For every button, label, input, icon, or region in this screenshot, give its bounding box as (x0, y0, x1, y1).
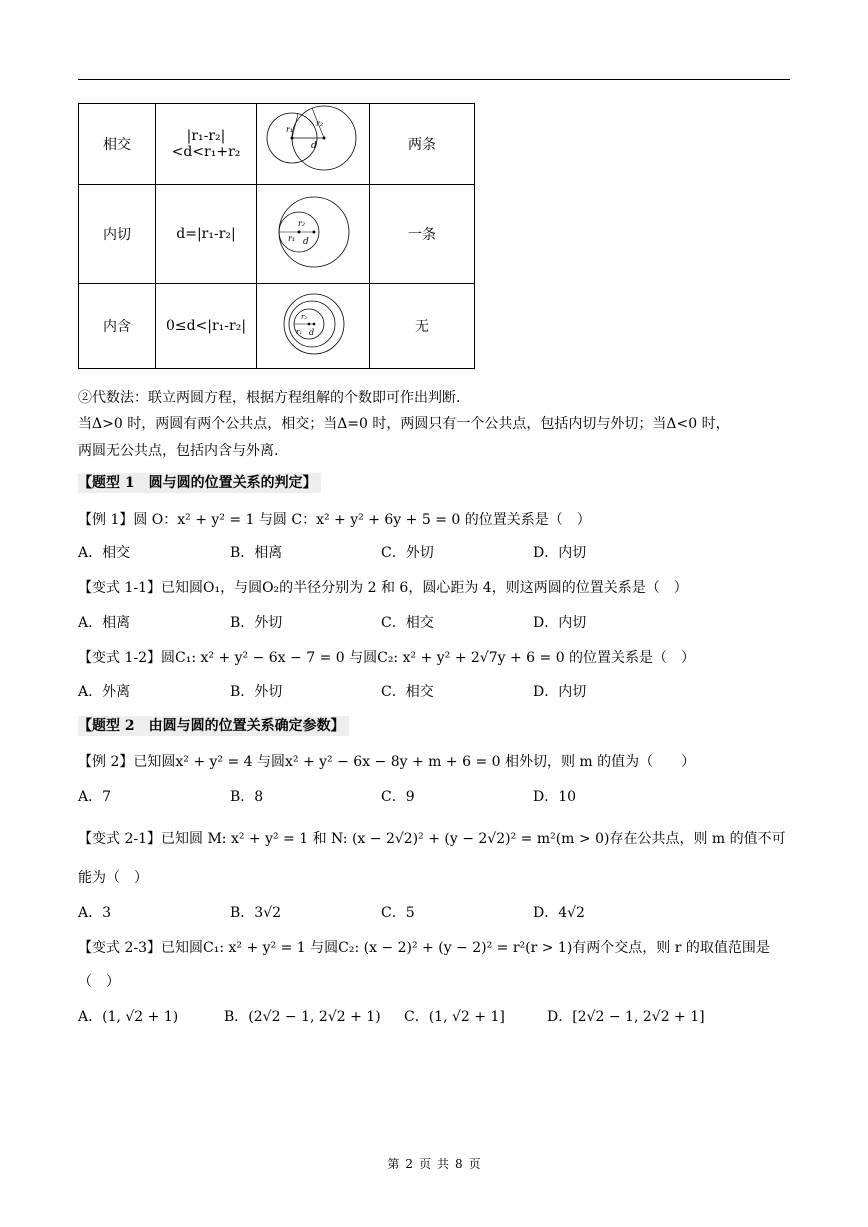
tangent-count: 两条 (370, 104, 475, 185)
footer-prefix: 第 (387, 1157, 400, 1171)
option-b[interactable]: B．(2√2 − 1, 2√2 + 1) (224, 1009, 381, 1025)
relation-name: 相交 (79, 104, 156, 185)
option-d[interactable]: D．内切 (533, 615, 587, 631)
page-number: 2 (405, 1157, 413, 1171)
relation-name: 内切 (79, 185, 156, 284)
variant23-stem-cont: （ ） (78, 974, 120, 990)
option-d[interactable]: D．10 (533, 789, 577, 805)
option-c[interactable]: C．5 (381, 905, 415, 921)
option-b[interactable]: B．3√2 (230, 905, 282, 921)
method2-line2: 当Δ>0 时，两圆有两个公共点，相交；当Δ=0 时，两圆只有一个公共点，包括内切与外切；当Δ<0 时， (78, 416, 730, 432)
option-a[interactable]: A．相交 (78, 545, 131, 561)
option-b[interactable]: B．相离 (230, 545, 283, 561)
tangent-count: 一条 (370, 185, 475, 284)
relation-condition: |r₁-r₂|<d<r₁+r₂ (156, 104, 257, 185)
option-b[interactable]: B．8 (230, 789, 264, 805)
table-row (79, 185, 475, 284)
option-a[interactable]: A．外离 (78, 684, 131, 700)
option-c[interactable]: C．相交 (381, 684, 434, 700)
intersecting-circles-diagram (258, 104, 368, 180)
example2-stem: 【例 2】已知圆x² + y² = 4 与圆x² + y² − 6x − 8y + m + 6 = 0 相外切，则 m 的值为（ ） (78, 754, 696, 770)
label-r1: r₁ (296, 328, 303, 336)
tangent-count: 无 (370, 284, 475, 369)
page-footer (0, 1155, 868, 1172)
variant21-stem-cont: 能为（ ） (78, 870, 148, 886)
relation-diagram (257, 104, 370, 185)
label-d: d (303, 237, 309, 247)
total-pages: 8 (455, 1157, 463, 1171)
variant23-stem: 【变式 2-3】已知圆C₁: x² + y² = 1 与圆C₂: (x − 2)² + (y − 2)² = r²(r > 1)有两个交点，则 r 的取值范围是 (78, 940, 770, 956)
footer-suffix: 页 (468, 1157, 481, 1171)
option-a[interactable]: A．(1, √2 + 1) (78, 1009, 179, 1025)
header-rule (78, 79, 790, 80)
option-b[interactable]: B．外切 (230, 684, 283, 700)
option-c[interactable]: C．9 (381, 789, 415, 805)
relation-diagram (257, 284, 370, 369)
type1-heading: 【题型 1 圆与圆的位置关系的判定】 (78, 473, 321, 493)
option-c[interactable]: C．相交 (381, 615, 434, 631)
contained-circles-diagram (258, 284, 368, 364)
option-b[interactable]: B．外切 (230, 615, 283, 631)
table-row (79, 284, 475, 369)
label-d: d (309, 328, 315, 337)
footer-mid2: 共 (437, 1157, 450, 1171)
option-a[interactable]: A．7 (78, 789, 112, 805)
option-a[interactable]: A．3 (78, 905, 112, 921)
option-a[interactable]: A．相离 (78, 615, 131, 631)
internally-tangent-circles-diagram (258, 185, 368, 279)
option-c[interactable]: C．外切 (381, 545, 434, 561)
option-d[interactable]: D．内切 (533, 545, 587, 561)
option-d[interactable]: D．4√2 (533, 905, 585, 921)
label-r1: r₁ (288, 234, 296, 243)
footer-mid1: 页 (418, 1157, 431, 1171)
option-d[interactable]: D．内切 (533, 684, 587, 700)
variant11-stem: 【变式 1-1】已知圆O₁，与圆O₂的半径分别为 2 和 6，圆心距为 4，则这两圆的位置关系是（ ） (78, 580, 688, 596)
relation-diagram (257, 185, 370, 284)
option-c[interactable]: C．(1, √2 + 1] (404, 1009, 505, 1025)
label-d: d (311, 141, 317, 151)
example1-stem: 【例 1】圆 O：x² + y² = 1 与圆 C：x² + y² + 6y + 5 = 0 的位置关系是（ ） (78, 512, 591, 528)
table-row (79, 104, 475, 185)
variant12-stem: 【变式 1-2】圆C₁: x² + y² − 6x − 7 = 0 与圆C₂: x² + y² + 2√7y + 6 = 0 的位置关系是（ ） (78, 650, 696, 666)
label-r2: r₂ (316, 119, 324, 128)
method2-line3: 两圆无公共点，包括内含与外离. (78, 443, 279, 459)
label-r1: r₁ (286, 125, 294, 134)
label-r2: r₂ (301, 313, 308, 321)
circle-relation-table (78, 103, 475, 369)
relation-name: 内含 (79, 284, 156, 369)
type2-heading: 【题型 2 由圆与圆的位置关系确定参数】 (78, 716, 349, 736)
label-r2: r₂ (298, 219, 306, 228)
method2-line1: ②代数法：联立两圆方程，根据方程组解的个数即可作出判断. (78, 390, 461, 406)
relation-condition: 0≤d<|r₁-r₂| (156, 284, 257, 369)
variant21-stem: 【变式 2-1】已知圆 M: x² + y² = 1 和 N: (x − 2√2)² + (y − 2√2)² = m²(m > 0)存在公共点，则 m 的值不可 (78, 831, 786, 847)
option-d[interactable]: D．[2√2 − 1, 2√2 + 1] (547, 1009, 705, 1025)
relation-condition: d=|r₁-r₂| (156, 185, 257, 284)
